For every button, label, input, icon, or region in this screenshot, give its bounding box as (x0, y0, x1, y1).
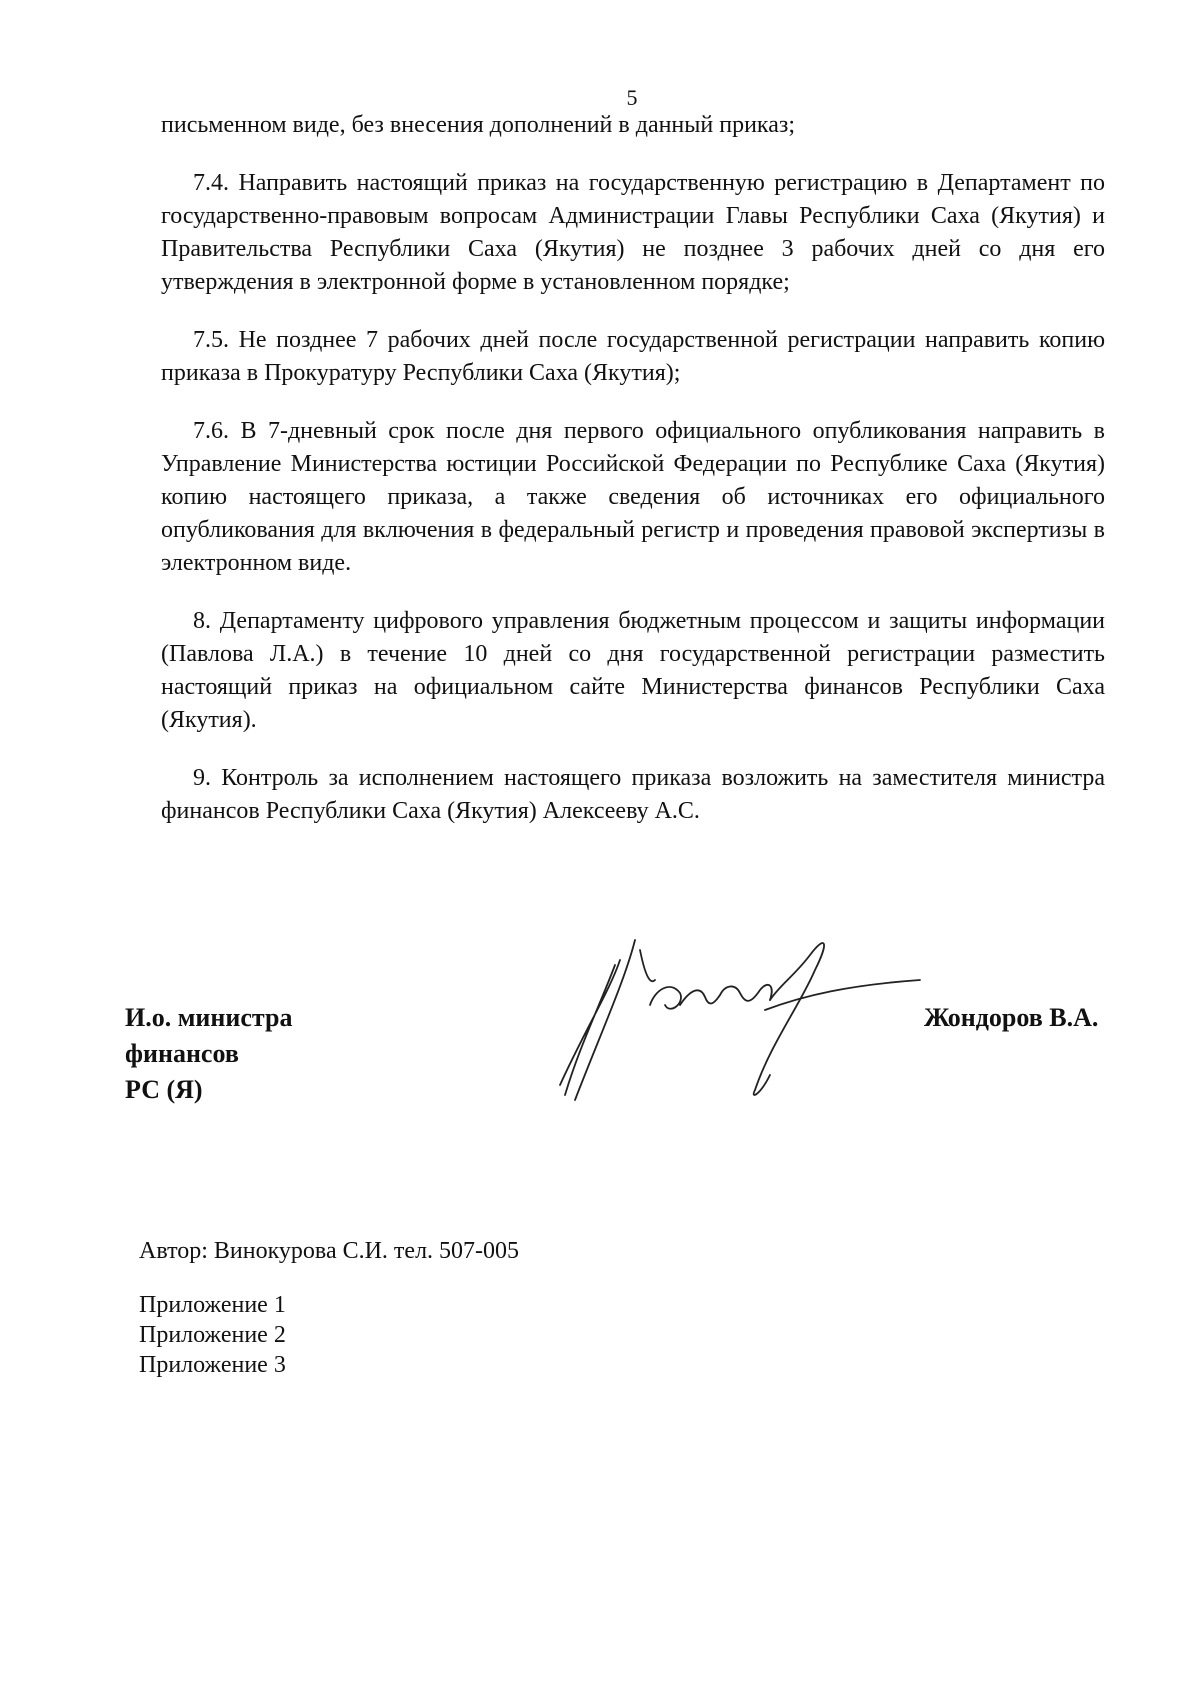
paragraph-7-4: 7.4. Направить настоящий приказ на государственную регистрацию в Департамент по государственно-правовым вопросам Администрации Главы Республики Саха (Якутия) и Правительства Республики Саха (Якутия) не позднее 3 рабочих дней со дня его утверждения в электронной форме в установленном порядке; (161, 170, 1105, 295)
handwritten-signature (540, 935, 940, 1105)
attachment-item: Приложение 1 (139, 1292, 286, 1318)
author-line: Автор: Винокурова С.И. тел. 507-005 (139, 1238, 520, 1264)
signer-title-line-1: И.о. министра (125, 1003, 293, 1032)
paragraph-9: 9. Контроль за исполнением настоящего приказа возложить на заместителя министра финансов Республики Саха (Якутия) Алексееву А.С. (161, 765, 1105, 824)
attachments-list (139, 1290, 286, 1380)
signer-title-line-3: РС (Я) (125, 1075, 203, 1104)
attachment-item: Приложение 2 (139, 1322, 286, 1348)
paragraph-continuation: письменном виде, без внесения дополнений в данный приказ; (161, 112, 796, 138)
signer-title-line-2: финансов (125, 1039, 239, 1068)
attachment-item: Приложение 3 (139, 1352, 286, 1378)
signer-title (125, 1000, 292, 1108)
signer-name: Жондоров В.А. (924, 1003, 1099, 1032)
document-body (161, 109, 1105, 828)
paragraph-7-6: 7.6. В 7-дневный срок после дня первого официального опубликования направить в Управление Министерства юстиции Российской Федерации по Республике Саха (Якутия) копию настоящего приказа, а также сведения об источниках его официального опубликования для включения в федеральный регистр и проведения правовой экспертизы в электронном виде. (161, 418, 1105, 576)
paragraph-7-5: 7.5. Не позднее 7 рабочих дней после государственной регистрации направить копию приказа в Прокуратуру Республики Саха (Якутия); (161, 327, 1105, 386)
paragraph-8: 8. Департаменту цифрового управления бюджетным процессом и защиты информации (Павлова Л.А.) в течение 10 дней со дня государственной регистрации разместить настоящий приказ на официальном сайте Министерства финансов Республики Саха (Якутия). (161, 608, 1105, 733)
page-number: 5 (626, 85, 638, 110)
